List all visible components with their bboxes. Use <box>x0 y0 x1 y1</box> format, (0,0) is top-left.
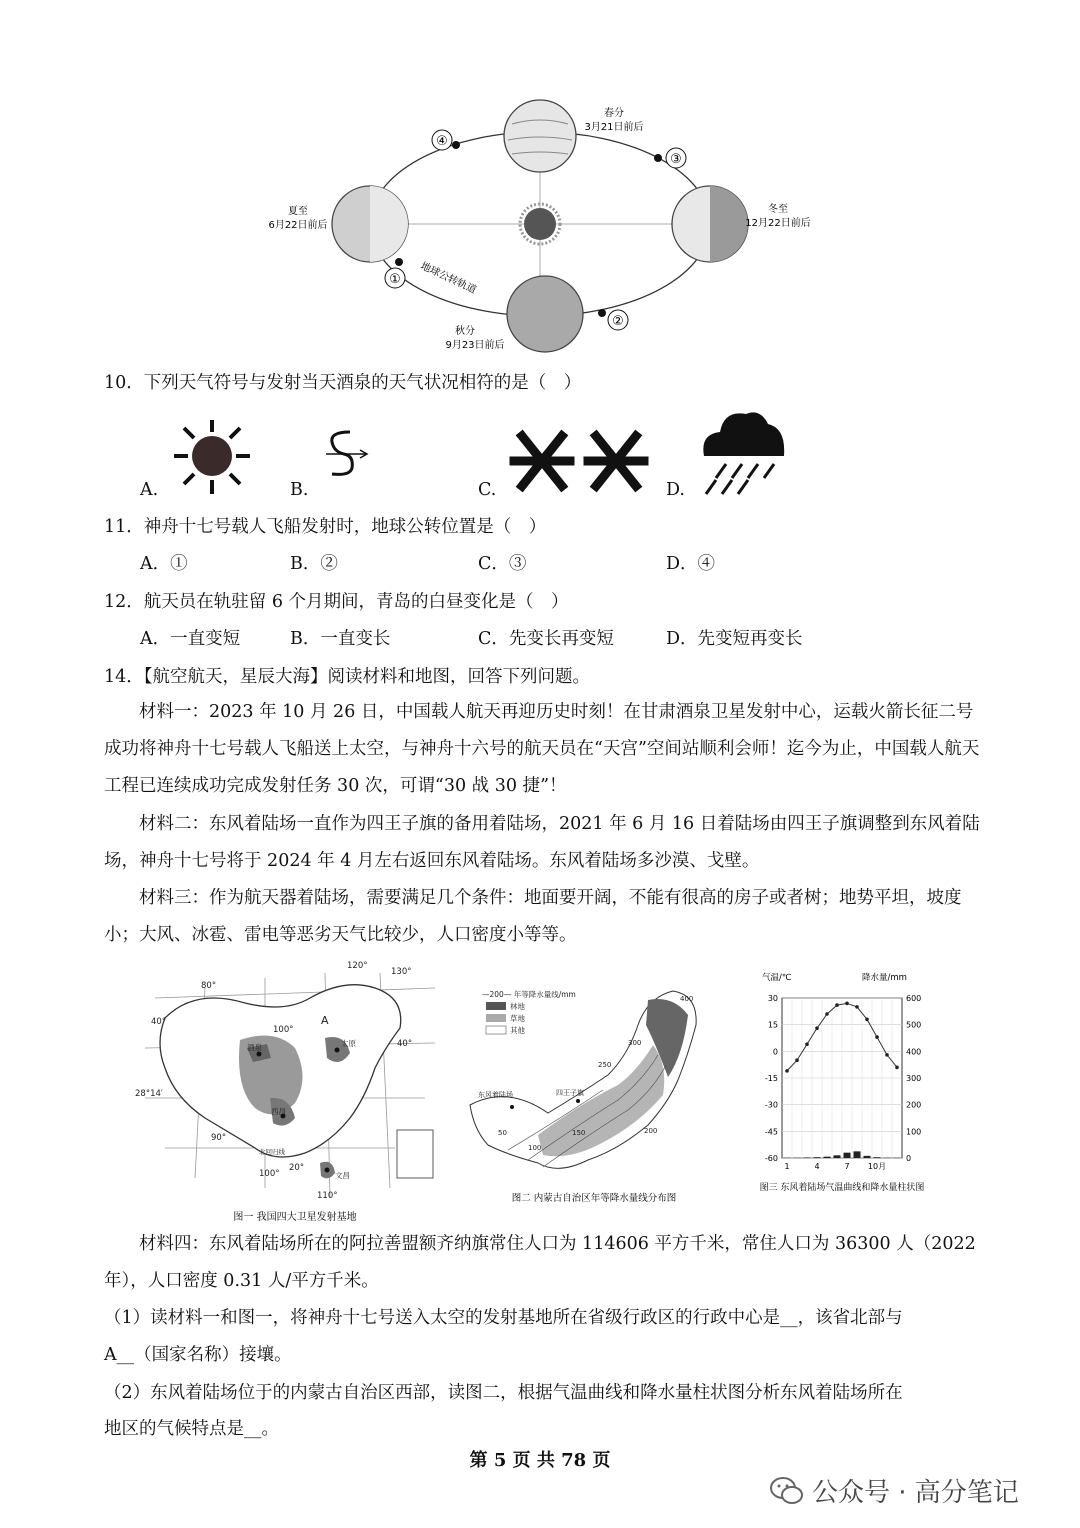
chart-right-tick: 600 <box>906 994 922 1003</box>
chart-x-tick: 7 <box>844 1162 850 1171</box>
map1-label-xichang: 西昌 <box>271 1107 286 1116</box>
spring-label: 春分 <box>604 108 624 119</box>
map1-label-100-bottom: 100° <box>259 1169 280 1179</box>
orbit-mark-1 <box>385 268 405 288</box>
map2-label-300: 300 <box>628 1039 642 1047</box>
map1-label-120: 120° <box>347 961 368 971</box>
map2-legend-other: 其他 <box>510 1026 525 1035</box>
temperature-point <box>785 1069 789 1073</box>
map1-label-40-right: 40° <box>397 1039 413 1049</box>
temperature-point <box>795 1058 799 1062</box>
q12-option-d: D．先变短再变长 <box>666 629 803 649</box>
chart-left-tick: -30 <box>764 1100 778 1110</box>
chart-right-tick: 100 <box>906 1127 922 1137</box>
temperature-point <box>865 1018 869 1022</box>
precipitation-bar <box>844 1153 851 1158</box>
map2-legend-forest: 林地 <box>510 1002 525 1011</box>
map-inner-mongolia-precipitation <box>468 985 720 1207</box>
chart-right-tick: 500 <box>906 1020 922 1030</box>
sun-icon <box>170 418 254 498</box>
q11-option-b: B．② <box>290 554 338 574</box>
temperature-point <box>855 1005 859 1009</box>
q11-option-d: D．④ <box>666 554 716 574</box>
chart-left-tick: 15 <box>767 1020 778 1030</box>
page-number: 第 5 页 共 78 页 <box>469 1450 611 1471</box>
precipitation-bar <box>814 1157 821 1158</box>
q12-option-c: C．先变长再变短 <box>478 629 614 649</box>
map1-label-wenchang: 文昌 <box>335 1171 350 1180</box>
map2-label-400: 400 <box>680 995 694 1003</box>
map1-label-a: A <box>321 1014 329 1027</box>
q12-option-b: B．一直变长 <box>290 629 391 649</box>
material-2: 材料二：东风着陆场一直作为四王子旗的备用着陆场，2021 年 6 月 16 日着陆场由四王子旗调整到东风着陆场，神舟十七号将于 2024 年 4 月左右返回东风着陆场。东风着陆场多沙漠、戈壁。 <box>104 814 980 871</box>
snowflake-icon <box>506 428 656 494</box>
orbit-mark-3 <box>666 148 686 168</box>
q12-option-a: A．一直变短 <box>140 629 241 649</box>
q10-option-c: C. <box>478 480 497 500</box>
map1-label-110: 110° <box>317 1191 338 1201</box>
orbit-mark-4 <box>432 130 452 150</box>
question-12: 12．航天员在轨驻留 6 个月期间，青岛的白昼变化是（ ） <box>104 592 569 612</box>
temperature-point <box>825 1012 829 1016</box>
precipitation-bar <box>804 1157 811 1158</box>
chart-right-tick: 400 <box>906 1047 922 1057</box>
chart-left-tick: 30 <box>767 994 778 1003</box>
climate-chart <box>732 968 952 1198</box>
svg-text:①: ① <box>389 272 401 287</box>
watermark-text: 公众号 · 高分笔记 <box>812 1478 1019 1508</box>
chart-left-tick: 0 <box>772 1047 778 1057</box>
map1-label-20: 20° <box>289 1163 305 1173</box>
orbit-mark-2 <box>608 310 628 330</box>
map2-legend-isoline: —200— 年等降水量线/mm <box>482 990 576 999</box>
q10-option-b: B. <box>290 480 309 500</box>
sub-question-2-line1: （2）东风着陆场位于的内蒙古自治区西部，读图二，根据气温曲线和降水量柱状图分析东风着陆场所在 <box>104 1383 903 1403</box>
map1-label-40-left: 40° <box>151 1017 167 1027</box>
map1-label-tropic: 北回归线 <box>259 1148 285 1156</box>
q11-option-c: C．③ <box>478 554 527 574</box>
chart-x-tick: 1 <box>784 1162 790 1171</box>
map1-label-28-14: 28°14′ <box>135 1089 163 1099</box>
chart-x-tick: 4 <box>814 1162 820 1171</box>
temperature-point <box>885 1053 889 1057</box>
spring-date: 3月21日前后 <box>584 122 644 133</box>
summer-date: 6月22日前后 <box>268 220 328 231</box>
question-10: 10．下列天气符号与发射当天酒泉的天气状况相符的是（ ） <box>104 373 582 393</box>
map1-label-100: 100° <box>273 1025 294 1035</box>
sandstorm-icon <box>320 426 372 482</box>
temperature-point <box>835 1003 839 1007</box>
material-1: 材料一：2023 年 10 月 26 日，中国载人航天再迎历史时刻！在甘肃酒泉卫星发射中心，运载火箭长征二号成功将神舟十七号载人飞船送上太空，与神舟十六号的航天员在“天宫”空间站顺利会师！迄今为止，中国载人航天工程已连续成功完成发射任务 30 次，可谓“30 战 30 捷”！ <box>104 702 980 796</box>
precipitation-bar <box>854 1151 861 1158</box>
map2-label-50: 50 <box>498 1129 507 1137</box>
svg-text:②: ② <box>612 314 624 329</box>
q10-option-d: D. <box>666 480 685 500</box>
autumn-date: 9月23日前后 <box>445 340 505 351</box>
temperature-point <box>895 1066 899 1070</box>
map2-label-200: 200 <box>644 1127 658 1135</box>
chart-left-tick: -45 <box>764 1127 778 1137</box>
wechat-icon <box>770 1476 804 1506</box>
chart-left-tick: -15 <box>764 1074 778 1083</box>
q10-option-a: A. <box>140 480 159 500</box>
question-11: 11．神舟十七号载人飞船发射时，地球公转位置是（ ） <box>104 517 547 537</box>
precipitation-bar <box>874 1157 881 1158</box>
temperature-point <box>815 1026 819 1030</box>
temperature-point <box>805 1042 809 1046</box>
q11-option-a: A．① <box>140 554 188 574</box>
chart-left-tick: -60 <box>764 1154 778 1163</box>
earth-orbit-diagram <box>260 88 820 358</box>
winter-label: 冬至 <box>768 204 788 215</box>
orbit-label: 地球公转轨道 <box>418 260 478 297</box>
svg-text:④: ④ <box>436 134 448 149</box>
winter-date: 12月22日前后 <box>745 218 811 229</box>
svg-text:③: ③ <box>670 152 682 167</box>
material-4: 材料四：东风着陆场所在的阿拉善盟额齐纳旗常住人口为 114606 平方千米，常住人口为 36300 人（2022 年），人口密度 0.31 人/平方千米。 <box>104 1234 976 1291</box>
chart-title: 图三 东风着陆场气温曲线和降水量柱状图 <box>759 1183 925 1193</box>
map2-legend-grass: 草地 <box>510 1014 525 1023</box>
map1-label-80: 80° <box>201 981 217 991</box>
map2-label-siwangziqi: 四王子旗 <box>556 1089 584 1097</box>
map2-label-dongfeng: 东风着陆场 <box>478 1091 513 1099</box>
map1-label-jiuquan: 酒泉 <box>247 1043 262 1052</box>
sub-question-1-line2: A__（国家名称）接壤。 <box>104 1345 292 1365</box>
precipitation-bar <box>864 1156 871 1158</box>
material-3: 材料三：作为航天器着陆场，需要满足几个条件：地面要开阔，不能有很高的房子或者树；地势平坦，坡度小；大风、冰雹、雷电等恶劣天气比较少，人口密度小等等。 <box>104 888 962 945</box>
map-satellite-launch-bases <box>135 958 455 1226</box>
precipitation-bar <box>824 1157 831 1158</box>
question-14-title: 14．【航空航天，星辰大海】阅读材料和地图，回答下列问题。 <box>104 667 591 687</box>
map2-caption: 图二 内蒙古自治区年等降水量线分布图 <box>511 1193 677 1204</box>
chart-ylabel-left: 气温/℃ <box>762 973 792 983</box>
map1-label-taiyuan: 太原 <box>341 1039 356 1048</box>
sub-question-1-line1: （1）读材料一和图一，将神舟十七号送入太空的发射基地所在省级行政区的行政中心是__，该省北部与 <box>104 1308 903 1328</box>
autumn-label: 秋分 <box>455 326 475 337</box>
chart-right-tick: 200 <box>906 1100 922 1110</box>
chart-ylabel-right: 降水量/mm <box>862 973 907 983</box>
rain-cloud-icon <box>698 406 788 498</box>
map2-label-150: 150 <box>572 1129 586 1137</box>
temperature-point <box>875 1035 879 1039</box>
map2-label-250: 250 <box>598 1061 612 1069</box>
temperature-point <box>845 1002 849 1006</box>
map1-caption: 图一 我国四大卫星发射基地 <box>233 1212 357 1223</box>
chart-x-tick: 10月 <box>867 1162 887 1171</box>
sub-question-2-line2: 地区的气候特点是__。 <box>104 1419 279 1439</box>
map1-label-130: 130° <box>391 967 412 977</box>
watermark <box>770 1472 1019 1509</box>
chart-right-tick: 300 <box>906 1074 922 1083</box>
map2-label-100: 100 <box>528 1144 542 1152</box>
precipitation-bar <box>834 1155 841 1158</box>
map1-label-90: 90° <box>211 1133 227 1143</box>
summer-label: 夏至 <box>288 206 308 217</box>
chart-right-tick: 0 <box>906 1154 912 1163</box>
